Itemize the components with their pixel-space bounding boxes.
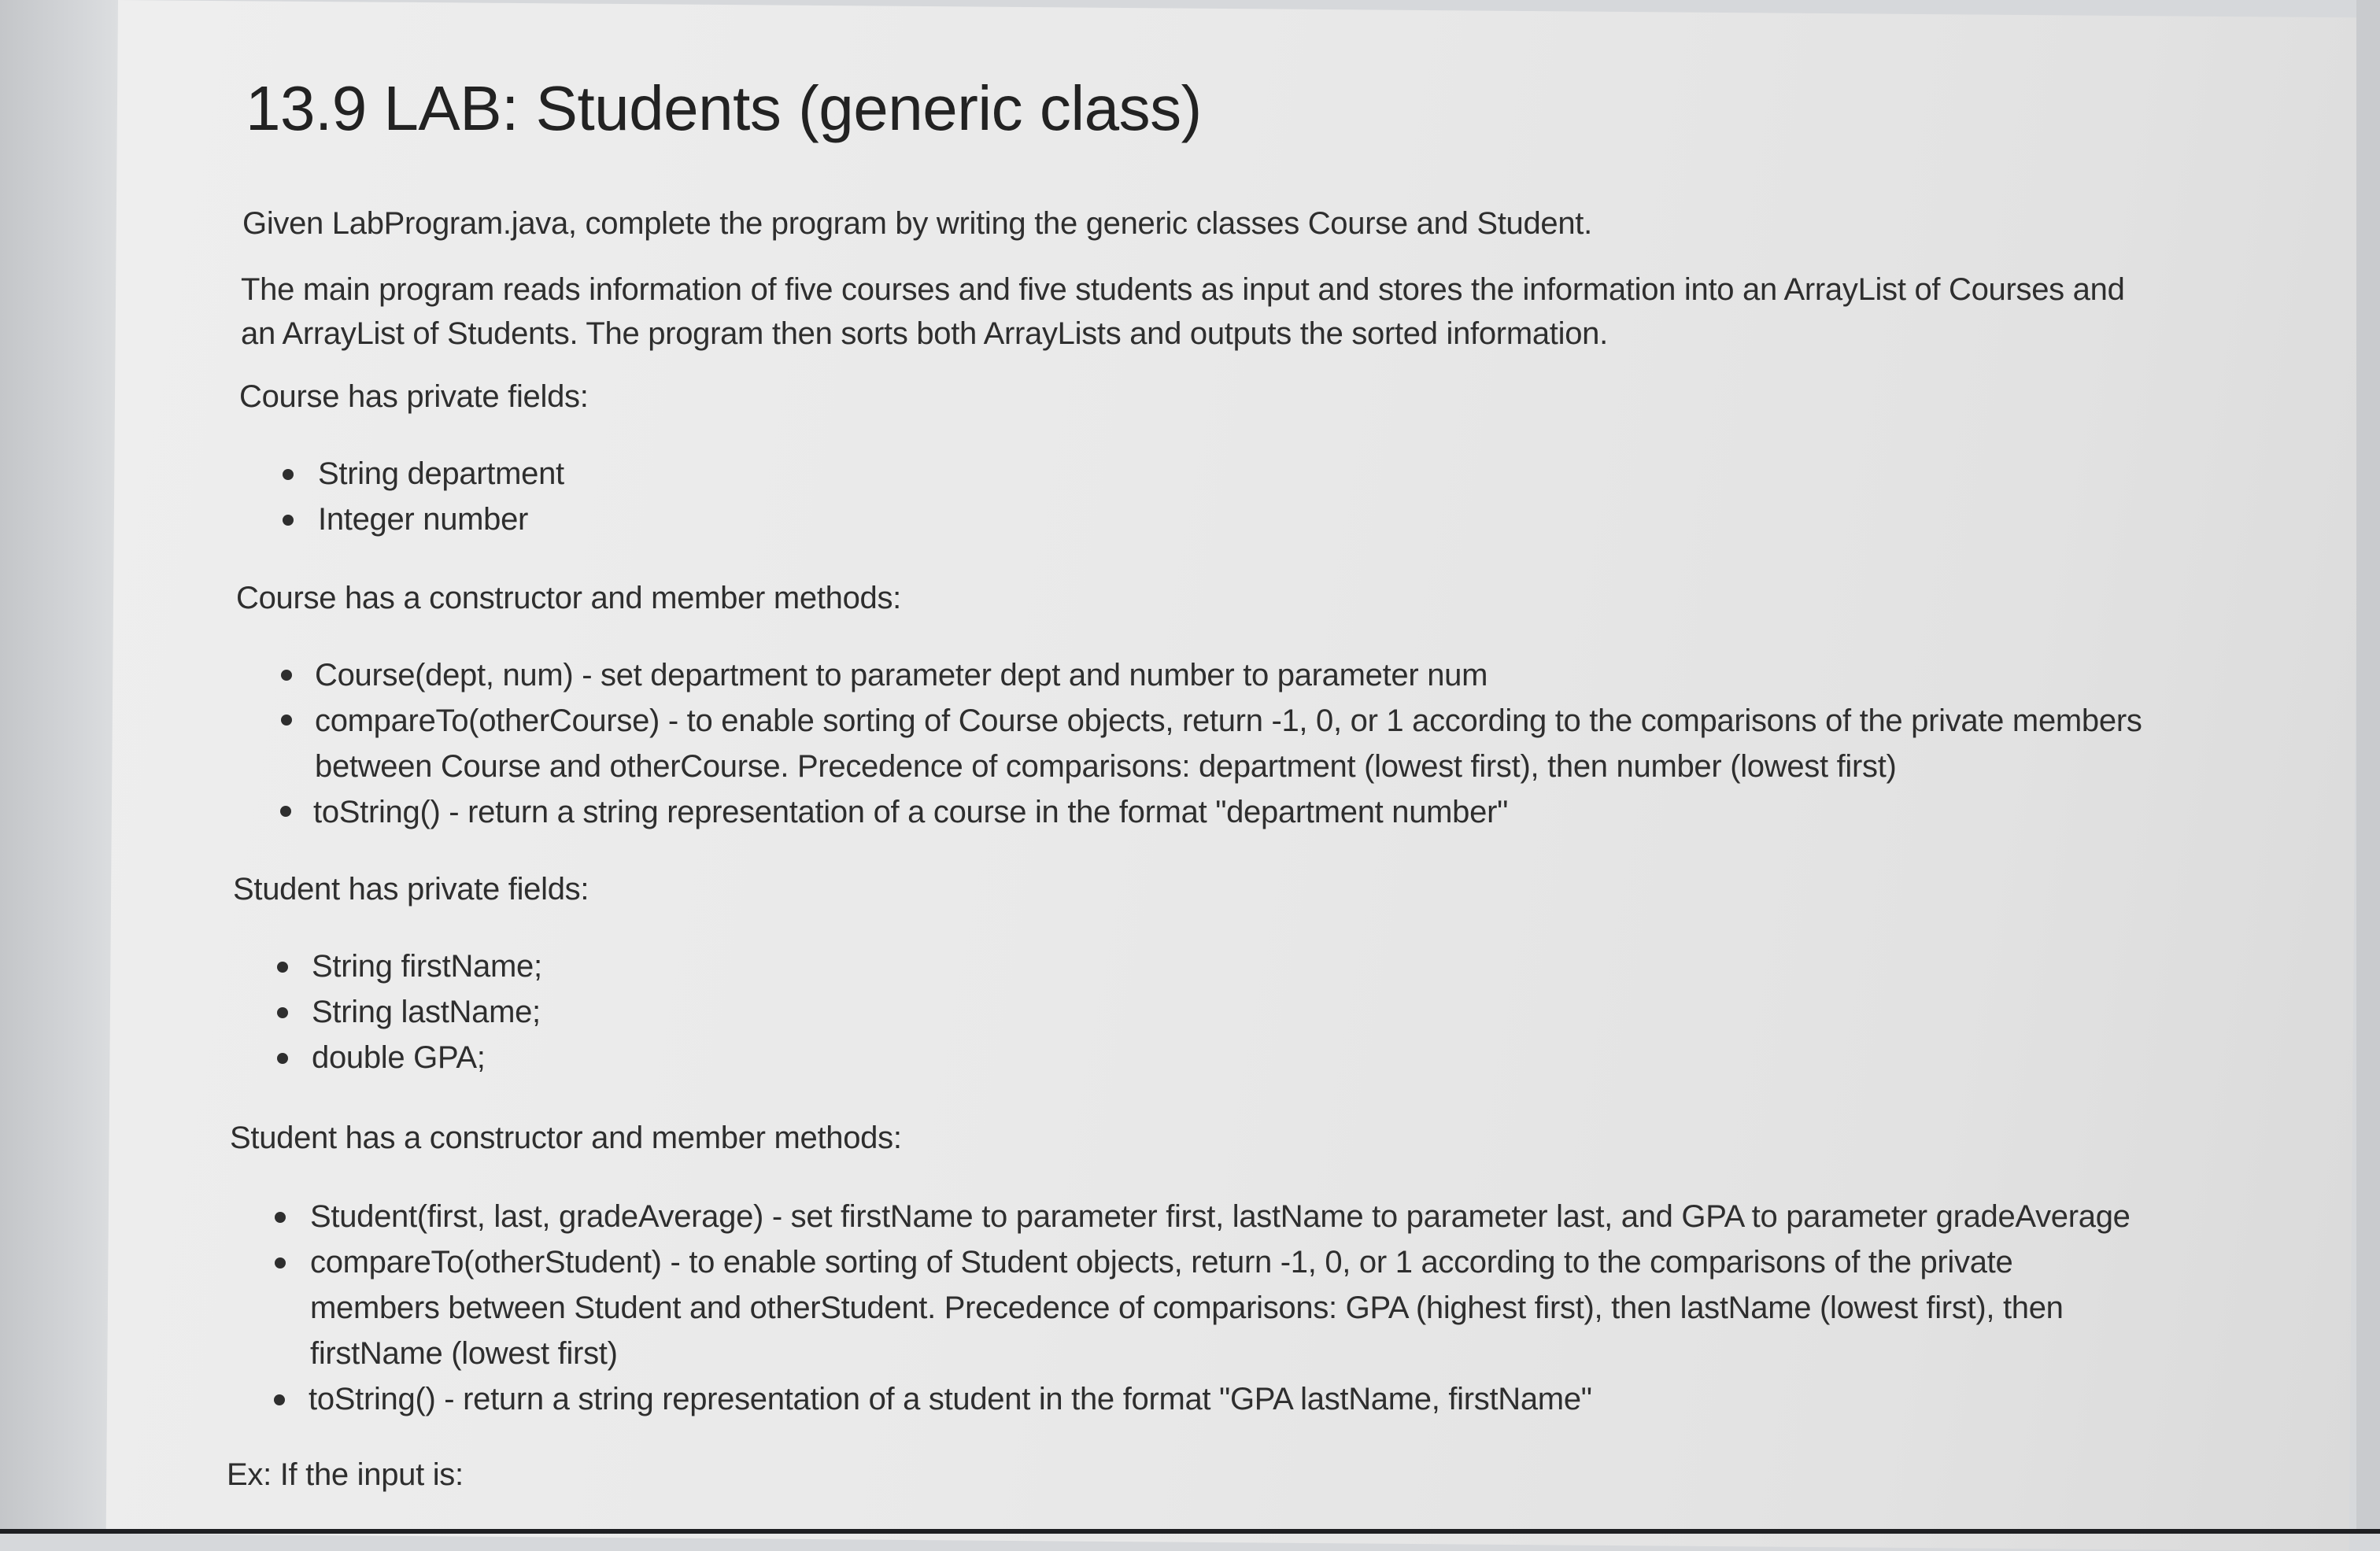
- lab-title: 13.9 LAB: Students (generic class): [246, 73, 1202, 143]
- bullet-icon: [274, 1394, 285, 1405]
- bullet-icon: [283, 515, 294, 526]
- student-field-item: String lastName;: [312, 995, 541, 1029]
- student-compareto-line-3: firstName (lowest first): [310, 1336, 618, 1371]
- bullet-icon: [283, 469, 294, 480]
- student-compareto-line-2: members between Student and otherStudent. Precedence of comparisons: GPA (highest first), then lastName (lowest first), then: [310, 1291, 2064, 1325]
- course-field-item: String department: [318, 456, 564, 491]
- student-field-item: double GPA;: [312, 1040, 486, 1075]
- page-right-edge: [2356, 0, 2380, 1534]
- bottom-bar: [0, 1529, 2380, 1534]
- student-fields-heading: Student has private fields:: [233, 872, 589, 907]
- bullet-icon: [275, 1212, 286, 1223]
- course-compareto-line-1: compareTo(otherCourse) - to enable sorting of Course objects, return -1, 0, or 1 according to the comparisons of the private members: [315, 703, 2142, 738]
- main-program-line-2: an ArrayList of Students. The program then sorts both ArrayLists and outputs the sorted information.: [241, 316, 1608, 351]
- bullet-icon: [277, 962, 288, 973]
- student-methods-heading: Student has a constructor and member methods:: [230, 1121, 902, 1155]
- student-tostring-method: toString() - return a string representation of a student in the format "GPA lastName, firstName": [309, 1382, 1592, 1416]
- course-methods-heading: Course has a constructor and member methods:: [236, 581, 901, 615]
- bullet-icon: [275, 1257, 286, 1268]
- course-field-item: Integer number: [318, 502, 529, 537]
- course-fields-heading: Course has private fields:: [239, 379, 589, 414]
- bullet-icon: [277, 1053, 288, 1064]
- course-constructor-method: Course(dept, num) - set department to parameter dept and number to parameter num: [315, 658, 1488, 692]
- course-compareto-line-2: between Course and otherCourse. Precedence of comparisons: department (lowest first), then number (lowest first): [315, 749, 1897, 784]
- example-intro: Ex: If the input is:: [227, 1457, 464, 1492]
- bullet-icon: [280, 806, 291, 817]
- student-constructor-method: Student(first, last, gradeAverage) - set firstName to parameter first, lastName to parameter last, and GPA to parameter gradeAverage: [310, 1199, 2131, 1234]
- intro-text: Given LabProgram.java, complete the program by writing the generic classes Course and Student.: [242, 206, 1592, 241]
- student-field-item: String firstName;: [312, 949, 542, 984]
- bullet-icon: [281, 670, 292, 681]
- main-program-line-1: The main program reads information of five courses and five students as input and stores the information into an ArrayList of Courses and: [241, 272, 2125, 307]
- student-compareto-line-1: compareTo(otherStudent) - to enable sorting of Student objects, return -1, 0, or 1 according to the comparisons of the private: [310, 1245, 2013, 1280]
- course-tostring-method: toString() - return a string representation of a course in the format "department number": [313, 795, 1508, 829]
- bullet-icon: [277, 1007, 288, 1018]
- page-left-edge: [0, 0, 118, 1534]
- bullet-icon: [281, 715, 292, 726]
